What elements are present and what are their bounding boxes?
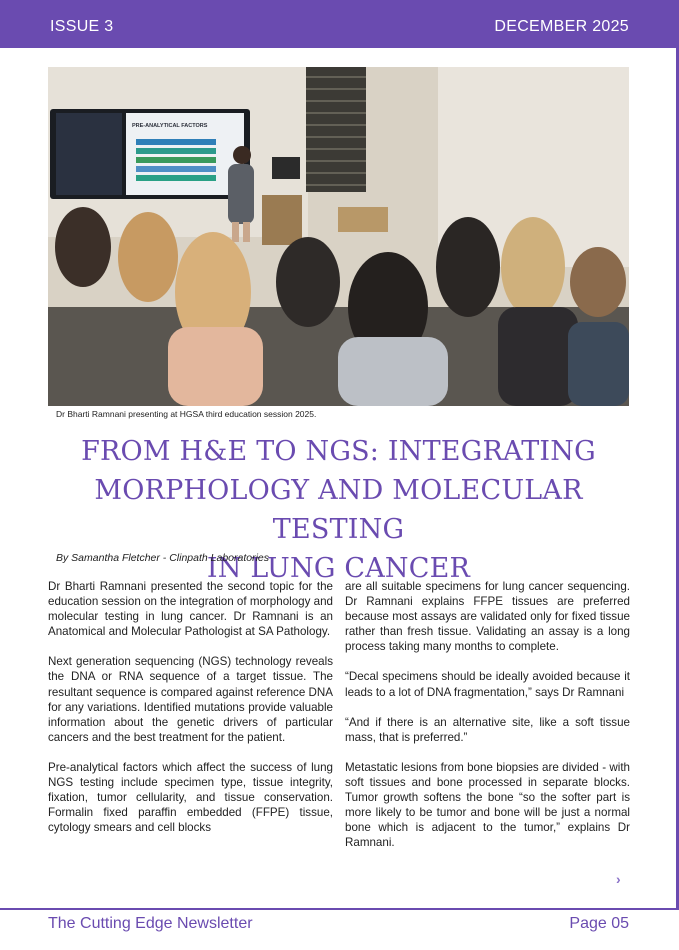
article-title bbox=[48, 432, 629, 588]
paragraph: are all suitable specimens for lung cancer sequencing. Dr Ramnani explains FFPE tissues are preferred because most assays are validated only for fixed tissue rather than fresh tissue. Validating an assay is a long process taking many months to complete. bbox=[345, 580, 630, 654]
paragraph: Dr Bharti Ramnani presented the second topic for the education session on the integration of morphology and molecular testing in lung cancer. Dr Ramnani is an Anatomical and Molecular Pathologist at SA Pathology. bbox=[48, 580, 333, 639]
newsletter-name: The Cutting Edge Newsletter bbox=[48, 915, 253, 932]
paragraph: Pre-analytical factors which affect the success of lung NGS testing include specimen type, tissue integrity, fixation, tumor cellularity, and tissue conservation. Formalin fixed paraffin embedded (FFPE) tissue, cytology smears and cell blocks bbox=[48, 760, 333, 835]
title-line: FROM H&E TO NGS: INTEGRATING bbox=[81, 436, 596, 467]
paragraph: Next generation sequencing (NGS) technology reveals the DNA or RNA sequence of a target tissue. The resultant sequence is compared against reference DNA for any variations. Identified mutations provide valuable information about the genetic drivers of particular cancers and the best treatment for the patient. bbox=[48, 655, 333, 744]
footer-rule bbox=[0, 908, 679, 910]
page-header bbox=[0, 0, 679, 48]
title-line: MORPHOLOGY AND MOLECULAR TESTING bbox=[94, 475, 583, 545]
paragraph: “And if there is an alternative site, like a soft tissue mass, that is preferred.” bbox=[345, 715, 630, 744]
photo-caption: Dr Bharti Ramnani presenting at HGSA third education session 2025. bbox=[56, 409, 317, 419]
issue-date: DECEMBER 2025 bbox=[494, 18, 629, 35]
article-byline: By Samantha Fletcher - Clinpath Laboratories bbox=[56, 552, 270, 564]
title-line: IN LUNG CANCER bbox=[206, 553, 471, 584]
issue-number: ISSUE 3 bbox=[50, 18, 114, 35]
paragraph: “Decal specimens should be ideally avoided because it leads to a lot of DNA fragmentation,” says Dr Ramnani bbox=[345, 670, 630, 699]
page-number: Page 05 bbox=[569, 915, 629, 932]
article-photo bbox=[48, 67, 629, 406]
article-column-left bbox=[48, 579, 333, 850]
screen-heading: PRE-ANALYTICAL FACTORS bbox=[132, 123, 208, 129]
continue-arrow-icon[interactable]: › bbox=[616, 871, 621, 887]
article-column-right bbox=[345, 579, 630, 865]
paragraph: Metastatic lesions from bone biopsies are divided - with soft tissues and bone processed in separate blocks. Tumor growth softens the bone “so the softer part is more likely to be tumor and bone will be just a normal bone which is adjacent to the tumor,” explains Dr Ramnani. bbox=[345, 760, 630, 850]
